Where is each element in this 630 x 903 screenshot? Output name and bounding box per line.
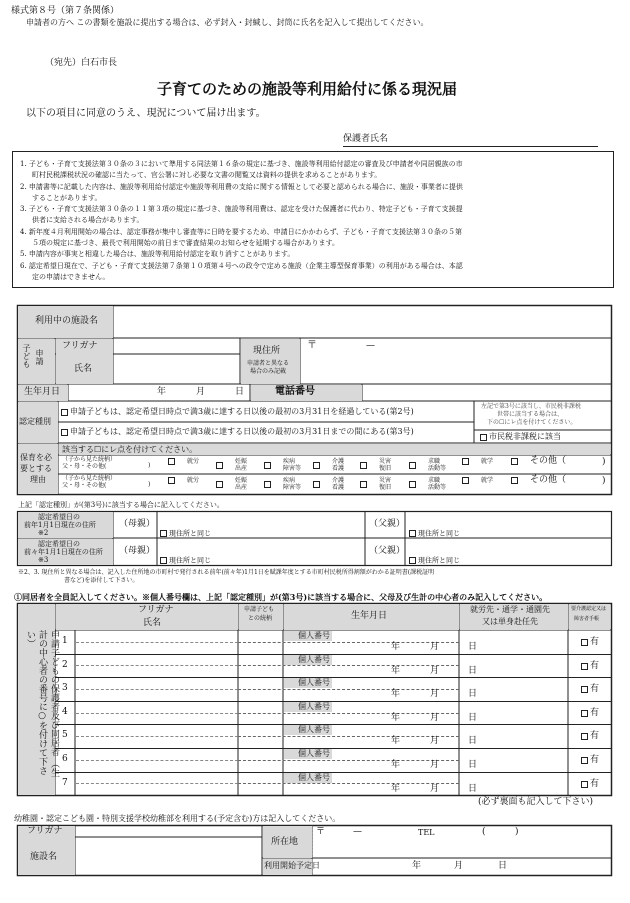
birth-year: 年 [391,783,401,794]
row-number: 3 [62,683,68,694]
reason-relation-close: ) [148,481,151,488]
start-date-label: 利用開始予定日 [264,861,320,870]
member-name-input[interactable] [76,655,237,677]
checkbox[interactable] [581,663,588,670]
name-label: 氏名 [74,364,93,374]
page-title: 子育てのための施設等利用給付に係る現況届 [157,80,458,98]
member-name-input[interactable] [76,702,237,724]
row-number: 4 [62,706,68,717]
child-side-label: 子ども [22,344,31,368]
address-note-2: 書など)を添付して下さい。 [64,577,139,584]
checkbox[interactable] [160,530,167,537]
cert-option-2[interactable]: 申請子どもは、認定希望日時点で満3歳に達する日以後の最初の3月31日を経過している(第2号) [61,408,414,416]
reason-label-3: 理由 [30,475,46,484]
reason-label: 求職 活動等 [428,477,447,491]
reason-label: 災害 復旧 [379,458,392,472]
mynumber-label: 個人番号 [298,678,330,688]
reason-label: 就労 [187,477,200,484]
reason-option[interactable] [409,477,446,491]
kinder-postal: 〒 [316,827,326,837]
col-rel-2: との続柄 [248,615,273,622]
checkbox[interactable] [581,710,588,717]
start-day: 日 [498,861,508,871]
mynumber-label: 個人番号 [298,701,330,711]
birth-year: 年 [391,712,401,723]
phone-input[interactable] [363,385,610,400]
postal-dash: — [366,341,375,351]
row-number: 5 [62,730,68,741]
birth-month: 月 [430,783,440,794]
consent-line: ５項の規定に基づき、最長で利用開始の前日まで審査結果のお知らせを延期する場合があります。 [32,239,339,248]
checkbox[interactable] [216,462,223,469]
mother-label-2: （母親） [119,546,156,556]
checkbox[interactable] [360,462,367,469]
reason-label: その他（ [530,475,567,485]
same-address-check[interactable]: 現住所と同じ [160,557,211,565]
birth-year: 年 [391,736,401,747]
reason-label: 求職 活動等 [428,458,447,472]
row-number: 1 [62,636,68,646]
reason-option[interactable] [216,458,247,472]
has-label: 有 [590,778,600,789]
member-name-input[interactable] [76,725,237,747]
col-name: 氏名 [143,618,162,628]
reason-instruction: 該当する☐にレ点を付けてください。 [62,445,198,454]
mynumber-label: 個人番号 [298,725,330,735]
checkbox[interactable] [480,434,487,441]
birth-year: 年 [391,760,401,770]
kinder-name-label: 施設名 [30,852,58,862]
reason-relation-close: ) [148,462,151,469]
reason-label: 妊娠 出産 [235,458,248,472]
address-note-2: 場合のみ記載 [250,368,287,375]
kinder-furigana: フリガナ [27,826,63,836]
same-address-check[interactable]: 現住所と同じ [409,557,460,565]
reason-label: 就労 [187,458,200,465]
checkbox[interactable] [264,462,271,469]
consent-line: 5. 申請内容が事実と相違した場合は、施設等利用給付認定を取り消すことがあります。 [20,250,295,259]
birth-year: 年 [391,689,401,700]
row-subdivider [238,689,459,690]
reason-option[interactable] [360,477,391,491]
other-close: ) [602,476,606,486]
row-number: 2 [62,659,68,670]
birth-year: 年 [391,642,401,652]
checkbox[interactable] [581,781,588,788]
reason-label: その他（ [530,456,567,466]
start-year: 年 [412,861,422,871]
birth-month: 月 [430,736,440,747]
addr-row1-label: 認定希望日の 前年1月1日現在の住所 ※2 [24,513,96,537]
mynumber-label: 個人番号 [298,749,330,758]
reason-option[interactable] [511,458,566,465]
disability-check[interactable] [581,780,599,789]
reason-label: 災害 復旧 [379,477,392,491]
birth-day: 日 [468,783,478,794]
checkbox[interactable] [462,477,469,484]
birth-year: 年 [157,387,167,397]
kinder-dash: — [353,827,362,837]
furigana-label: フリガナ [62,341,98,351]
row-subdivider [238,665,459,666]
checkbox[interactable] [462,458,469,465]
reason-option[interactable] [264,477,301,491]
checkbox[interactable] [511,477,518,484]
col-disab-1: 要介護認定又は [571,606,607,612]
row-number: 6 [62,754,68,764]
consent-line: 6. 認定希望日現在で、子ども・子育て支援法第７条第１０項第４号への政令で定める施設（企業主導型保育事業）の利用がある場合は、本認 [20,261,463,270]
cert-note-2: 世帯に該当する場合は、 [497,411,564,418]
checkbox[interactable] [216,481,223,488]
birth-month: 月 [430,760,440,770]
consent-line: することがあります。 [32,193,102,202]
consent-line: 供者に支給される場合があります。 [32,216,144,225]
has-label: 有 [590,684,600,695]
reason-option[interactable] [313,458,344,472]
birth-month: 月 [430,712,440,723]
disability-check[interactable] [581,709,599,718]
consent-line: 定の申請はできません。 [32,272,110,281]
consent-line: 町村民税課税状況の確認に当たって、官公署に対し必要な文書の閲覧又は資料の提供を求めることがあります。 [32,171,382,180]
birth-day: 日 [235,387,245,397]
checkbox[interactable] [581,639,588,646]
col-disab-2: 障害者手帳 [574,616,600,622]
member-name-input[interactable] [76,678,237,700]
checkbox[interactable] [160,557,167,564]
facility-name-input[interactable] [114,306,610,337]
has-label: 有 [590,755,600,765]
kinder-paren-close: ) [515,827,519,837]
mynumber-label: 個人番号 [298,654,330,664]
checkbox[interactable] [511,458,518,465]
checkbox[interactable] [168,458,175,465]
reason-relation-label: （子から見た続柄） 父・母・その他( [62,475,117,489]
birth-month: 月 [430,689,440,700]
child-name-input[interactable] [114,355,239,383]
reason-option[interactable] [462,458,493,465]
disability-check[interactable] [581,685,599,694]
kinder-name-input[interactable] [76,838,261,874]
col-work-1: 就労先・通学・通園先 [470,605,550,614]
birth-label: 生年月日 [24,387,61,397]
consent-line: 2. 申請書等に記載した内容は、施設等利用給付認定や施設等利用費の支給に関する情報として必要と認められる場合に、施設・事業者に提供 [20,182,463,191]
back-side-note: (必ず裏面も記入して下さい) [478,797,594,807]
cert-note-3: 下の☐にレ点を付けてください。 [487,419,577,426]
row-subdivider [238,713,459,714]
reason-label: 妊娠 出産 [235,477,248,491]
checkbox[interactable] [409,462,416,469]
reason-label: 介護 看護 [332,458,345,472]
reason-option[interactable] [168,477,199,484]
checkbox[interactable] [360,481,367,488]
has-label: 有 [590,707,600,718]
checkbox[interactable] [581,686,588,693]
submission-notice: 申請者の方へ この書類を施設に提出する場合は、必ず封入・封緘し、封筒に氏名を記入して提出してください。 [26,18,429,27]
postal-mark: 〒 [307,340,317,351]
mother-label-1: （母親） [119,519,156,529]
checkbox[interactable] [264,481,271,488]
birth-year: 年 [391,665,401,676]
reason-option[interactable] [360,458,391,472]
birth-day: 日 [468,760,478,770]
addressee: （宛先）白石市長 [45,58,118,68]
col-rel-1: 申請子ども [244,606,275,613]
location-label: 所在地 [271,837,299,847]
col-birth: 生年月日 [351,611,388,621]
birth-day: 日 [468,642,478,652]
checkbox[interactable] [168,477,175,484]
row-subdivider [238,736,459,737]
address-note: ※2、3. 現住所と異なる場合は、記入した住所地の市町村で発行される前年(前々年)1月1日を賦課年度とする市町村民税所得割額がわかる証明書(課税証明 [18,569,435,576]
reason-label-1: 保育を必 [20,453,52,462]
checkbox[interactable] [409,530,416,537]
cert-type-label: 認定種別 [19,417,51,426]
reason-label: 就学 [481,458,494,465]
checkbox[interactable] [61,409,68,416]
row-subdivider [238,783,459,784]
start-month: 月 [454,861,464,871]
same-address-check[interactable]: 現住所と同じ [409,530,460,538]
reason-label: 介護 看護 [332,477,345,491]
birth-month: 月 [430,665,440,676]
birth-month: 月 [196,387,206,397]
reason-option[interactable] [462,477,493,484]
same-address-check[interactable]: 現住所と同じ [160,530,211,538]
addr-row2-label: 認定希望日の 前々年1月1日現在の住所 ※3 [24,540,103,564]
row-subdivider [238,760,459,761]
father-label-2: （父親） [369,546,406,556]
reason-option[interactable] [409,458,446,472]
birth-month: 月 [430,642,440,652]
birth-day: 日 [468,712,478,723]
reason-label: 疾病 障害等 [283,477,302,491]
phone-label: 電話番号 [275,386,315,397]
reason-relation-label: （子から見た続柄） 父・母・その他( [62,456,117,470]
col-furigana: フリガナ [138,605,174,615]
guardian-name-label: 保護者氏名 [343,134,389,144]
address-note-1: 申請者と異なる [247,360,290,367]
kinder-tel: TEL [418,828,435,837]
checkbox[interactable] [409,481,416,488]
reason-option[interactable] [216,477,247,491]
consent-line: 4. 新年度４月利用開始の場合は、認定事務が集中し審査等に日時を要するため、申請日にかかわらず、子ども・子育て支援法第３０条の５第 [20,227,463,236]
checkbox[interactable] [409,557,416,564]
cert-note-1: 左記で第3号に該当し、市民税非課税 [481,403,581,410]
reason-option[interactable] [511,477,566,484]
has-label: 有 [590,731,600,742]
disability-check[interactable] [581,662,599,671]
birth-day: 日 [468,689,478,700]
consent-line: 1. 子ども・子育て支援法第３０条の３において準用する同法第１６条の規定に基づき、施設等利用給付認定の審査及び申請者や同居親族の市 [20,160,463,168]
address-input[interactable] [301,352,610,383]
address-section-caption: 上記「認定種別」が(第3号)に該当する場合に記入してください。 [18,501,224,509]
col-work-2: 又は単身赴任先 [482,617,538,626]
father-label-1: （父親） [369,519,406,529]
kinder-paren-open: ( [482,827,486,837]
household-caption: ①同居者を全員記入してください。※個人番号欄は、上記「認定種別」が(第3号)に該当する場合に、父母及び生計の中心者のみ記入してください。 [14,592,548,602]
consent-line: 3. 子ども・子育て支援法第３０条の１１第３項の規定に基づき、施設等利用費は、認定を受けた保護者に代わり、特定子ども・子育て支援提 [20,205,463,214]
has-label: 有 [590,660,600,671]
reason-label: 疾病 障害等 [283,458,302,472]
checkbox[interactable] [61,429,68,436]
facility-label: 利用中の施設名 [35,316,99,326]
kinder-caption: 幼稚園・認定こども園・特別支援学校幼稚部を利用する(予定含む)方は記入してください。 [14,814,341,823]
member-name-input[interactable] [76,773,237,795]
birth-day: 日 [468,665,478,676]
reason-option[interactable] [313,477,344,491]
other-close: ) [602,457,606,467]
reason-label: 就学 [481,477,494,484]
reason-option[interactable] [168,458,199,465]
address-label: 現住所 [253,346,281,356]
disability-check[interactable] [581,638,599,647]
intro-text: 以下の項目に同意のうえ、現況について届け出ます。 [26,108,266,119]
disability-check[interactable] [581,756,599,765]
reason-label-2: 要とする [20,464,52,473]
disability-check[interactable] [581,732,599,741]
checkbox[interactable] [581,757,588,764]
household-side-label: 申請子どもの保護者及び同居者 （生計の中心者の番号に○を付けて下さい） [25,630,59,777]
tax-exempt-check[interactable]: 市民税非課税に該当 [480,433,561,441]
reason-option[interactable] [264,458,301,472]
checkbox[interactable] [313,481,320,488]
member-name-input[interactable] [76,749,237,771]
checkbox[interactable] [313,462,320,469]
birth-day: 日 [468,736,478,747]
form-number: 様式第８号（第７条関係） [11,6,120,16]
applicant-side-label: 申請 [35,349,44,365]
mynumber-label: 個人番号 [298,772,330,782]
member-name-input[interactable] [76,631,237,653]
cert-option-3[interactable]: 申請子どもは、認定希望日時点で満3歳に達する日以後の最初の3月31日までの間にある(第3号) [61,428,414,436]
has-label: 有 [590,637,600,647]
row-number: 7 [62,777,68,788]
mynumber-label: 個人番号 [298,631,330,640]
row-subdivider [238,642,459,643]
checkbox[interactable] [581,733,588,740]
